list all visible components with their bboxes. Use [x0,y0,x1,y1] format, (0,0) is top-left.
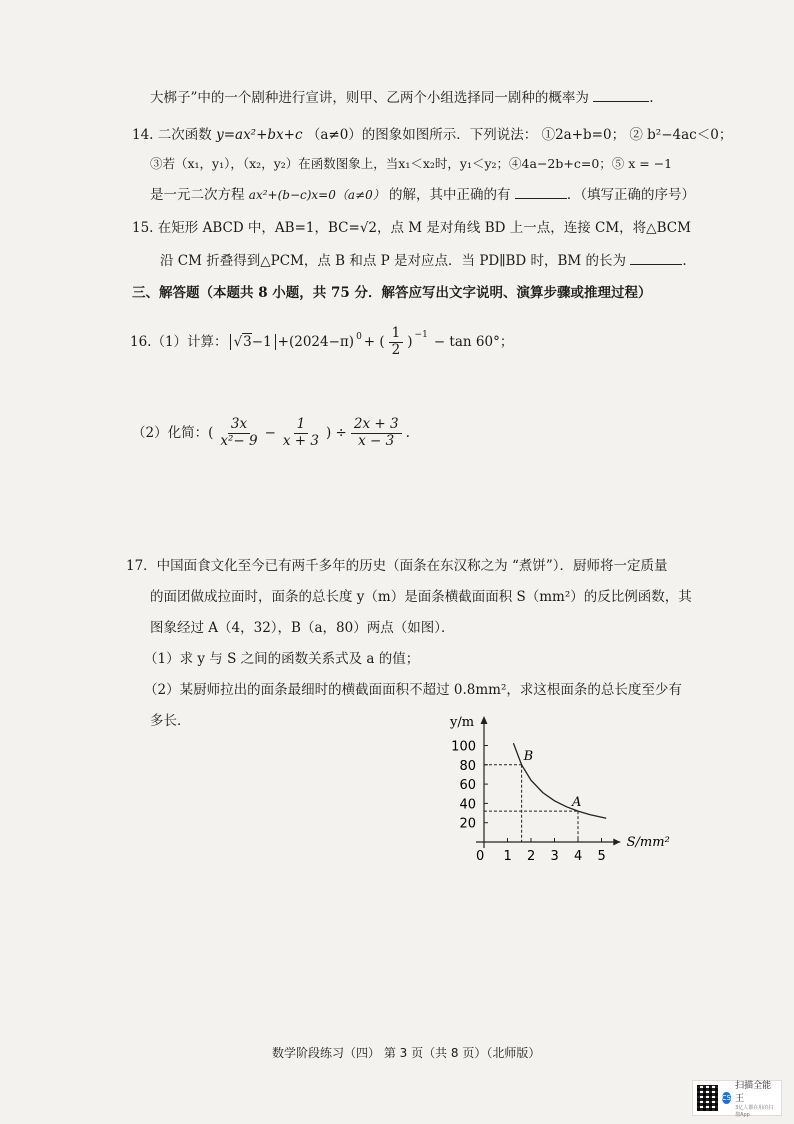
q14-answer-blank[interactable] [515,186,567,199]
q17-line2: 的面团做成拉面时，面条的总长度 y（m）是面条横截面面积 S（mm²）的反比例函数，其 [150,589,692,605]
q17-line3: 图象经过 A（4，32），B（a，80）两点（如图）． [150,620,455,636]
scanner-watermark: CS 扫描全能王 3亿人都在用的扫描App [692,1080,782,1116]
q13-text: 大梆子”中的一个剧种进行宣讲，则甲、乙两个小组选择同一剧种的概率为 [150,90,589,106]
q13-answer-blank[interactable] [593,89,649,102]
q15-answer-blank[interactable] [630,252,682,265]
q17-sub2-cont: 多长． [150,713,191,729]
y-tick-label: 60 [459,778,476,794]
x-tick-label: 4 [574,849,583,864]
absolute-value: √3−1 [230,334,276,350]
q15-line2: 沿 CM 折叠得到△PCM，点 B 和点 P 是对应点．当 PD∥BD 时，BM 的长为 . [160,253,687,269]
y-tick-label: 40 [459,797,476,813]
section-3-heading: 三、解答题（本题共 8 小题，共 75 分．解答应写出文字说明、演算步骤或推理过程） [132,285,652,301]
point-label-a: A [572,795,582,811]
q14-line2: ③若（x₁，y₁），（x₂，y₂）在函数图象上，当x₁＜x₂时，y₁＜y₂；④4a−2b+c=0；⑤ x = −1 [150,156,673,171]
cs-logo-icon: CS [721,1094,731,1102]
q15-number: 15. [132,220,154,236]
point-label-b: B [523,748,534,764]
x-tick-label: 1 [503,849,512,864]
y-tick-label: 20 [459,816,476,832]
q14-number: 14. [132,127,154,143]
q17-line1: 17．中国面食文化至今已有两千多年的历史（面条在东汉称之为 “煮饼”）．厨师将一定质量 [126,558,668,574]
q14-line1: 14. 二次函数 y=ax²+bx+c （a≠0）的图象如图所示．下列说法： ①2a+b=0； ② b²−4ac＜0； [132,127,733,143]
fraction-1-over-x-plus-3: $\frac{1}{x + 3}$ [282,416,319,449]
y-tick-label: 100 [451,739,476,755]
x-tick-label: 0 [476,849,485,864]
x-axis-label: S/mm² [626,835,670,850]
fraction-2x-plus-3: $\frac{2x + 3}{x - 3}$ [351,417,402,449]
q16-part2: （2）化简：( $\frac{3x}{\text{x²− 9}}$ − $\frac{1}{x + 3}$ ) ÷ $\frac{2x + 3}{x - 3}$ . [132,416,410,449]
qr-code-icon [697,1085,718,1111]
fraction-one-half: $\frac{1}{2}$ [389,326,404,358]
q16-part1: 16.（1）计算： √3−1 +(2024−π) $^0$ + ( $\frac{1}{2}$ ) $^{-1}$ − tan 60°； [130,325,514,358]
fraction-3x: $\frac{3x}{\text{x²− 9}}$ [220,416,258,449]
q14-line3: 是一元二次方程 ax²+(b−c)x=0（a≠0） 的解，其中正确的有 ．（填写正确的序号） [150,187,696,203]
x-tick-label: 2 [527,849,536,864]
q17-sub1: （1）求 y 与 S 之间的函数关系式及 a 的值； [144,651,420,667]
y-tick-label: 80 [459,758,476,774]
q13-line: 大梆子”中的一个剧种进行宣讲，则甲、乙两个小组选择同一剧种的概率为 . [150,90,654,106]
y-axis-arrow [481,716,488,724]
q15-line1: 15. 在矩形 ABCD 中，AB=1，BC=√2，点 M 是对角线 BD 上一点，连接 CM，将△BCM [132,220,691,236]
x-tick-label: 3 [550,849,559,864]
x-tick-label: 5 [597,849,606,864]
q17-sub2: （2）某厨师拉出的面条最细时的横截面面积不超过 0.8mm²，求这根面条的总长度至少有 [144,682,682,698]
page-footer: 数学阶段练习（四） 第 3 页（共 8 页）（北师版） [272,1046,541,1060]
inverse-function-graph [440,712,690,872]
y-axis-label: y/m [450,715,475,730]
x-axis-arrow [613,839,620,846]
